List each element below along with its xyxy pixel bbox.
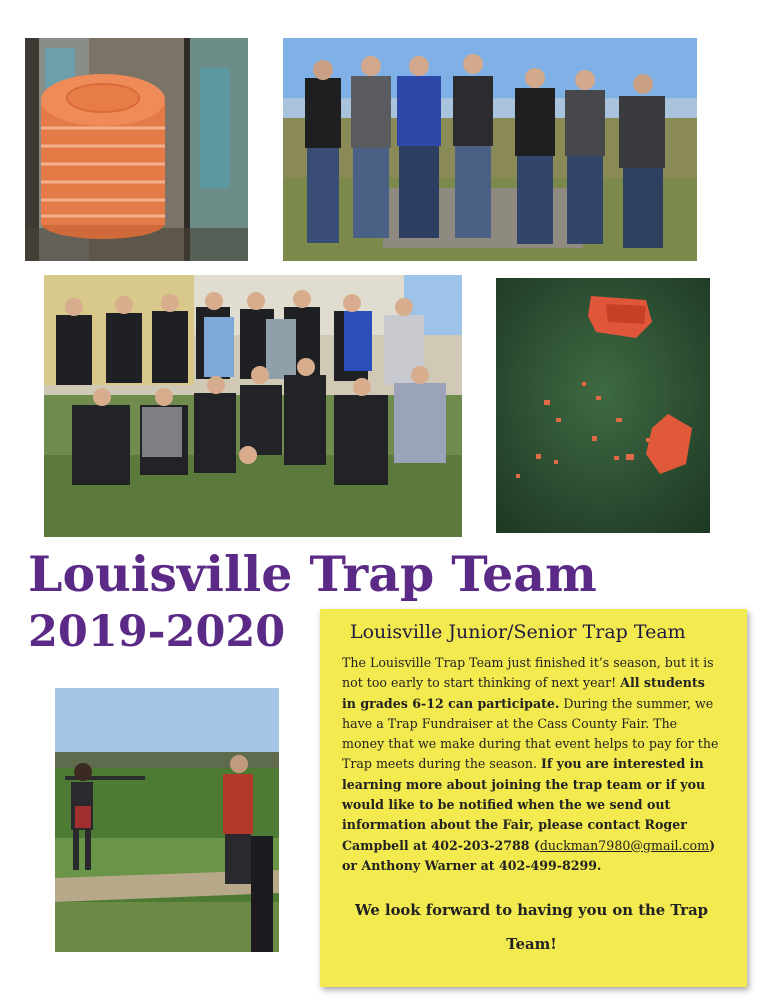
info-text-intro: The Louisville Trap Team just finished it’s season, but it is not too early to start thinking of next year!: [342, 655, 714, 691]
shooters-range-photo: [55, 688, 279, 952]
info-text-contact: If you are interested in learning more about joining the trap team or if you would like to be notified when the we send out information about the Fair, please contact Roger Campbell at 402-203-2788 (: [342, 756, 706, 853]
clay-burst-photo: [496, 278, 710, 533]
info-body: [342, 653, 721, 876]
info-closing: We look forward to having you on the Trap Team!: [354, 902, 709, 954]
team-group-photo: [44, 275, 462, 537]
info-text-fundraiser: During the summer, we have a Trap Fundraiser at the Cass County Fair. The money that we make during that event helps to pay for the Trap meets during the season.: [342, 695, 719, 772]
page-title: Louisville Trap Team: [28, 545, 597, 603]
info-box: [320, 609, 747, 987]
info-text-eligibility: All students in grades 6-12 can participate.: [342, 675, 705, 711]
clay-targets-photo: [25, 38, 248, 261]
senior-team-photo: [283, 38, 697, 261]
season-years: 2019-2020: [28, 607, 286, 657]
contact-email-link[interactable]: duckman7980@gmail.com: [539, 837, 710, 853]
info-text-contact-2: ) or Anthony Warner at 402-499-8299.: [342, 837, 716, 873]
info-heading: Louisville Junior/Senior Trap Team: [350, 621, 686, 643]
